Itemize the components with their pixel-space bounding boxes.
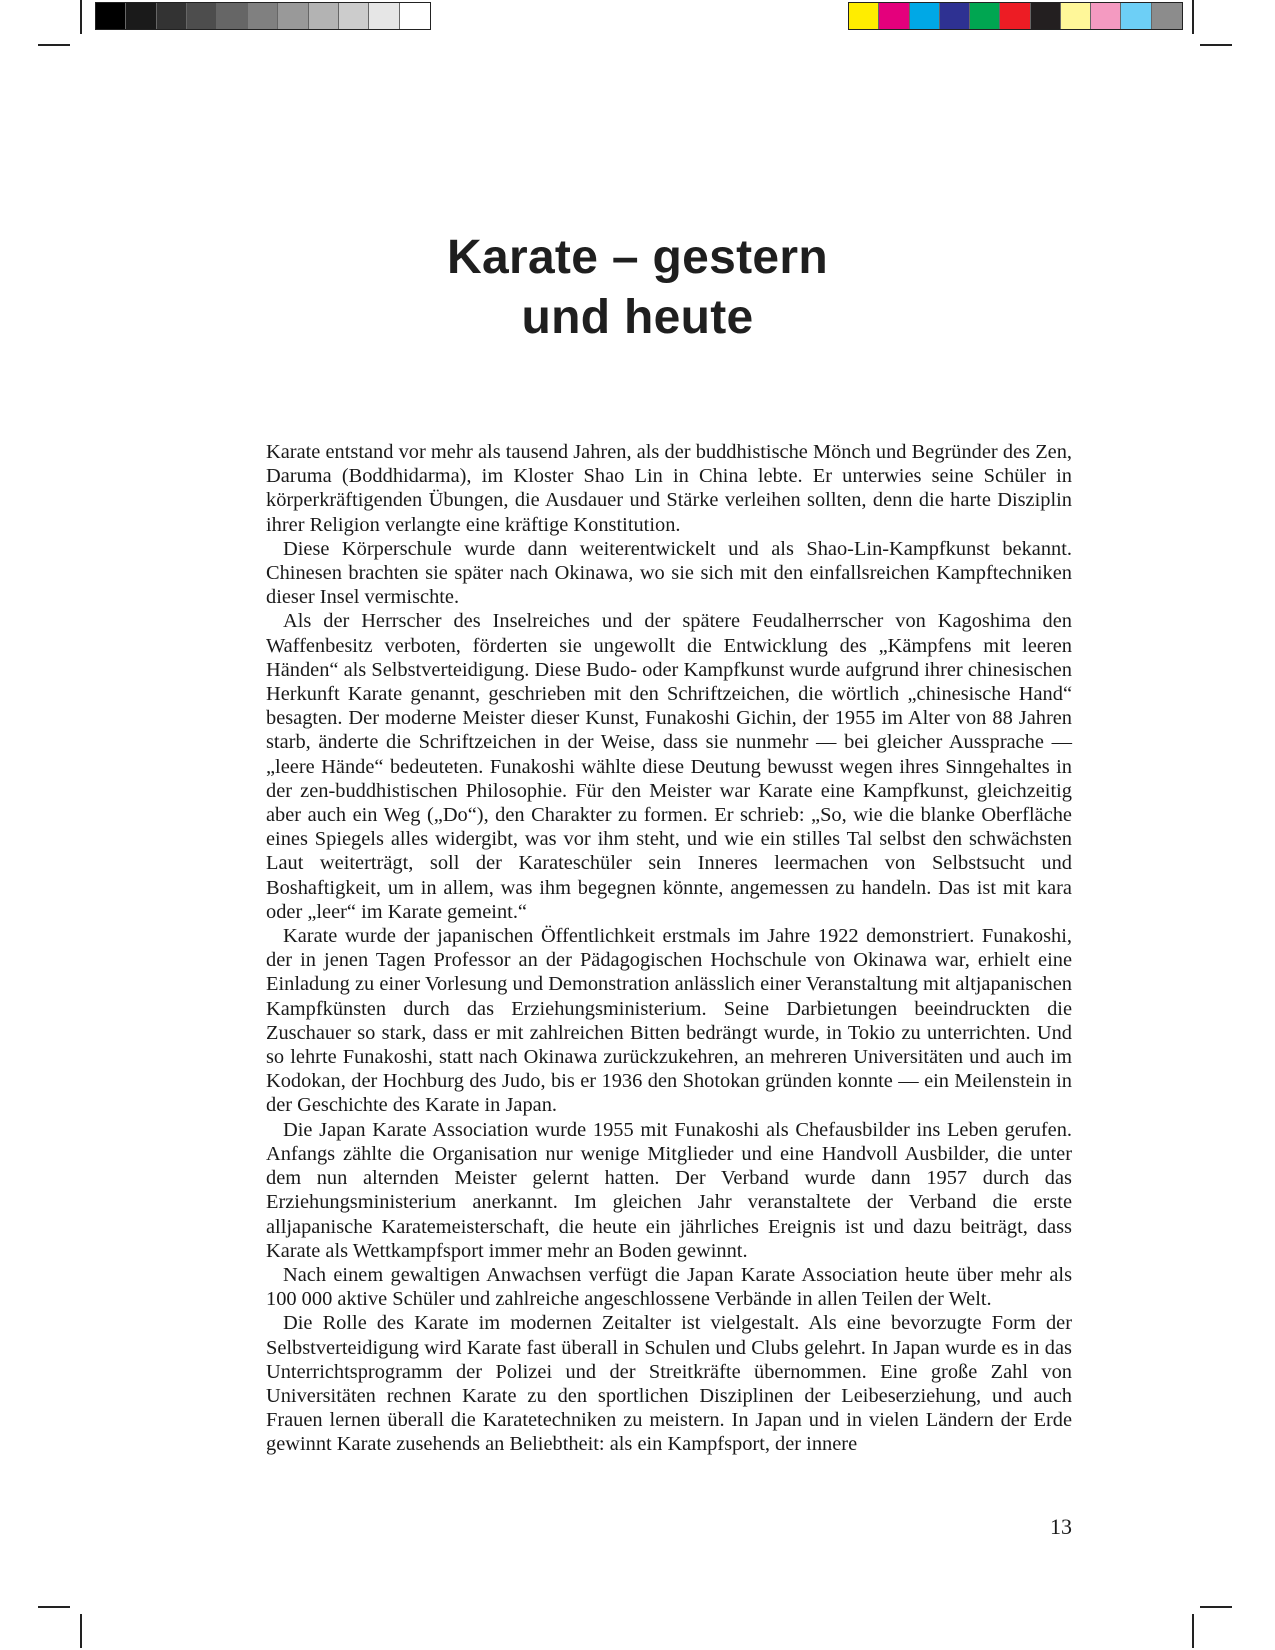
chapter-title-line: Karate – gestern [447, 231, 828, 284]
color-swatch [910, 3, 940, 29]
crop-mark [1200, 44, 1232, 46]
paragraph: Karate wurde der japanischen Öffentlichkeit erstmals im Jahre 1922 demonstriert. Funakoshi, der in jenen Tagen Professor an der Pädagogischen Hochschule von Okinawa war, erhielt eine Einladung zu einer Vorlesung und Demonstration anlässlich einer Veranstaltung mit altjapanischen Kampfkünsten durch das Erziehungsministerium. Seine Darbietungen beeindruckten die Zuschauer so stark, dass er mit zahlreichen Bitten bedrängt wurde, in Tokio zu unterrichten. Und so lehrte Funakoshi, statt nach Okinawa zurückzukehren, an mehreren Universitäten und auch im Kodokan, der Hochburg des Judo, bis er 1936 den Shotokan gründen konnte — ein Meilenstein in der Geschichte des Karate in Japan. [266, 925, 1072, 1117]
chapter-title [0, 228, 1275, 348]
color-swatch [309, 3, 339, 29]
color-calibration-bar [848, 2, 1183, 30]
color-swatch [187, 3, 217, 29]
paragraph: Als der Herrscher des Inselreiches und der spätere Feudalherrscher von Kagoshima den Waffenbesitz verboten, förderten sie ungewollt die Entwicklung des „Kämpfens mit leeren Händen“ als Selbstverteidigung. Diese Budo- oder Kampfkunst wurde aufgrund ihrer chinesischen Herkunft Karate genannt, geschrieben mit den Schriftzeichen, die wörtlich „chinesische Hand“ besagten. Der moderne Meister dieser Kunst, Funakoshi Gichin, der 1955 im Alter von 88 Jahren starb, änderte die Schriftzeichen in der Weise, dass sie nunmehr — bei gleicher Aussprache — „leere Hände“ bedeuteten. Funakoshi wählte diese Deutung bewusst wegen ihres Sinngehaltes in der zen-buddhistischen Philosophie. Für den Meister war Karate eine Kampfkunst, gleichzeitig aber auch ein Weg („Do“), den Charakter zu formen. Er schrieb: „So, wie die blanke Oberfläche eines Spiegels alles widergibt, was vor ihm steht, und wie ein stilles Tal selbst den schwächsten Laut weiterträgt, soll der Karateschüler sein Inneres leermachen von Selbstsucht und Boshaftigkeit, um in allem, was ihm begegnen könnte, angemessen zu handeln. Das ist mit kara oder „leer“ im Karate gemeint.“ [266, 610, 1072, 923]
color-swatch [126, 3, 156, 29]
crop-mark [1200, 1606, 1232, 1608]
crop-mark [1192, 0, 1194, 34]
paragraph: Diese Körperschule wurde dann weiterentwickelt und als Shao-Lin-Kampfkunst bekannt. Chinesen brachten sie später nach Okinawa, wo sie sich mit den einfallsreichen Kampftechniken dieser Insel vermischte. [266, 537, 1072, 609]
color-swatch [940, 3, 970, 29]
color-swatch [1152, 3, 1182, 29]
color-swatch [1091, 3, 1121, 29]
color-swatch [369, 3, 399, 29]
paragraph: Nach einem gewaltigen Anwachsen verfügt die Japan Karate Association heute über mehr als 100 000 aktive Schüler und zahlreiche angeschlossene Verbände in allen Teilen der Welt. [266, 1263, 1072, 1311]
color-swatch [1061, 3, 1091, 29]
color-swatch [400, 3, 430, 29]
color-swatch [849, 3, 879, 29]
color-swatch [248, 3, 278, 29]
crop-mark [38, 44, 70, 46]
color-swatch [217, 3, 247, 29]
crop-mark [80, 1614, 82, 1648]
color-swatch [278, 3, 308, 29]
color-swatch [1031, 3, 1061, 29]
color-swatch [339, 3, 369, 29]
color-swatch [1121, 3, 1151, 29]
color-swatch [1000, 3, 1030, 29]
paragraph: Die Japan Karate Association wurde 1955 mit Funakoshi als Chefausbilder ins Leben gerufen. Anfangs zählte die Organisation nur wenige Mitglieder und eine Handvoll Ausbilder, die unter dem nun alternden Meister gelernt hatten. Der Verband wurde dann 1957 durch das Erziehungsministerium anerkannt. Im gleichen Jahr veranstaltete der Verband die erste alljapanische Karatemeisterschaft, die heute ein jährliches Ereignis ist und dazu beiträgt, dass Karate als Wettkampfsport immer mehr an Boden gewinnt. [266, 1118, 1072, 1262]
chapter-title-line: und heute [521, 291, 754, 344]
color-swatch [96, 3, 126, 29]
crop-mark [80, 0, 82, 34]
color-swatch [157, 3, 187, 29]
body-text [266, 440, 1072, 1457]
color-swatch [970, 3, 1000, 29]
paragraph: Die Rolle des Karate im modernen Zeitalter ist vielgestalt. Als eine bevorzugte Form der Selbstverteidigung wird Karate fast überall in Schulen und Clubs gelehrt. In Japan wurde es in das Unterrichtsprogramm der Polizei und der Streitkräfte übernommen. Eine große Zahl von Universitäten rechnen Karate zu den sportlichen Disziplinen der Leibeserziehung, und auch Frauen lernen überall die Karatetechniken zu meistern. In Japan und in vielen Ländern der Erde gewinnt Karate zusehends an Beliebtheit: als ein Kampfsport, der innere [266, 1312, 1072, 1456]
color-swatch [879, 3, 909, 29]
crop-mark [38, 1606, 70, 1608]
crop-mark [1192, 1614, 1194, 1648]
paragraph: Karate entstand vor mehr als tausend Jahren, als der buddhistische Mönch und Begründer des Zen, Daruma (Boddhidarma), im Kloster Shao Lin in China lebte. Er unterwies seine Schüler in körperkräftigenden Übungen, die Ausdauer und Stärke verleihen sollten, denn die harte Disziplin ihrer Religion verlangte eine kräftige Konstitution. [266, 441, 1072, 536]
grayscale-calibration-bar [95, 2, 431, 30]
page-number: 13 [1050, 1514, 1072, 1539]
